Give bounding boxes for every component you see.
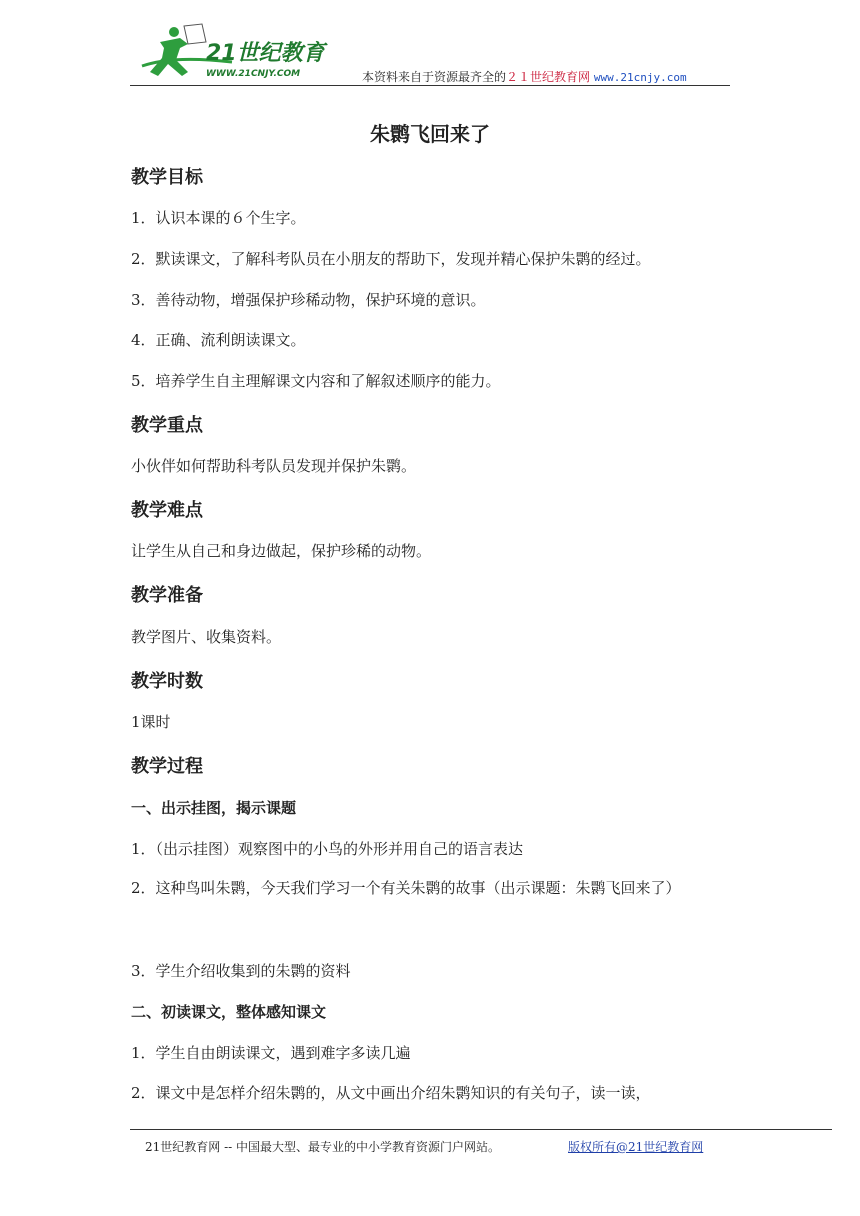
key-points-text: 小伙伴如何帮助科考队员发现并保护朱鹮。 [131, 457, 417, 475]
process-item: 1．（出示挂图）观察图中的小鸟的外形并用自己的语言表达 [131, 840, 524, 858]
process-part1-heading: 一、出示挂图，揭示课题 [131, 799, 297, 817]
header-source-note: 本资料来自于资源最齐全的２１世纪教育网 www.21cnjy.com [362, 70, 687, 84]
goal-item: 4．正确、流利朗读课文。 [131, 331, 306, 349]
class-hours-text: 1课时 [131, 713, 171, 731]
process-part2-heading: 二、初读课文，整体感知课文 [131, 1003, 327, 1021]
process-item: 3．学生介绍收集到的朱鹮的资料 [131, 962, 351, 980]
preparation-text: 教学图片、收集资料。 [131, 628, 282, 646]
heading-key-points: 教学重点 [131, 415, 203, 436]
heading-difficulties: 教学难点 [131, 500, 203, 521]
header-divider [130, 85, 730, 86]
goal-item: 2．默读课文，了解科考队员在小朋友的帮助下，发现并精心保护朱鹮的经过。 [131, 250, 651, 268]
header-brand[interactable]: ２１世纪教育网 [506, 70, 591, 84]
logo-text: 21世纪教育 [206, 41, 325, 66]
header-url-link[interactable]: www.21cnjy.com [593, 71, 687, 84]
page-header [130, 22, 730, 86]
process-item: 1．学生自由朗读课文，遇到难字多读几遍 [131, 1044, 411, 1062]
footer-divider [130, 1129, 832, 1130]
heading-goals: 教学目标 [131, 167, 203, 188]
heading-preparation: 教学准备 [131, 585, 203, 606]
heading-process: 教学过程 [131, 756, 203, 777]
footer-copyright-link[interactable]: 版权所有@21世纪教育网 [568, 1140, 704, 1154]
logo-url: WWW.21CNJY.COM [206, 69, 301, 79]
goal-item: 5．培养学生自主理解课文内容和了解叙述顺序的能力。 [131, 372, 501, 390]
goal-item: 1．认识本课的６个生字。 [131, 209, 306, 227]
footer-site-description: 21世纪教育网 -- 中国最大型、最专业的中小学教育资源门户网站。 [145, 1140, 501, 1154]
document-title: 朱鹮飞回来了 [370, 122, 490, 146]
site-logo [136, 22, 336, 84]
process-item: 2．课文中是怎样介绍朱鹮的，从文中画出介绍朱鹮知识的有关句子，读一读， [131, 1084, 651, 1102]
difficulties-text: 让学生从自己和身边做起，保护珍稀的动物。 [131, 542, 432, 560]
goal-item: 3．善待动物，增强保护珍稀动物，保护环境的意识。 [131, 291, 486, 309]
process-item: 2．这种鸟叫朱鹮，今天我们学习一个有关朱鹮的故事（出示课题：朱鹮飞回来了） [131, 879, 681, 897]
heading-class-hours: 教学时数 [131, 671, 203, 692]
